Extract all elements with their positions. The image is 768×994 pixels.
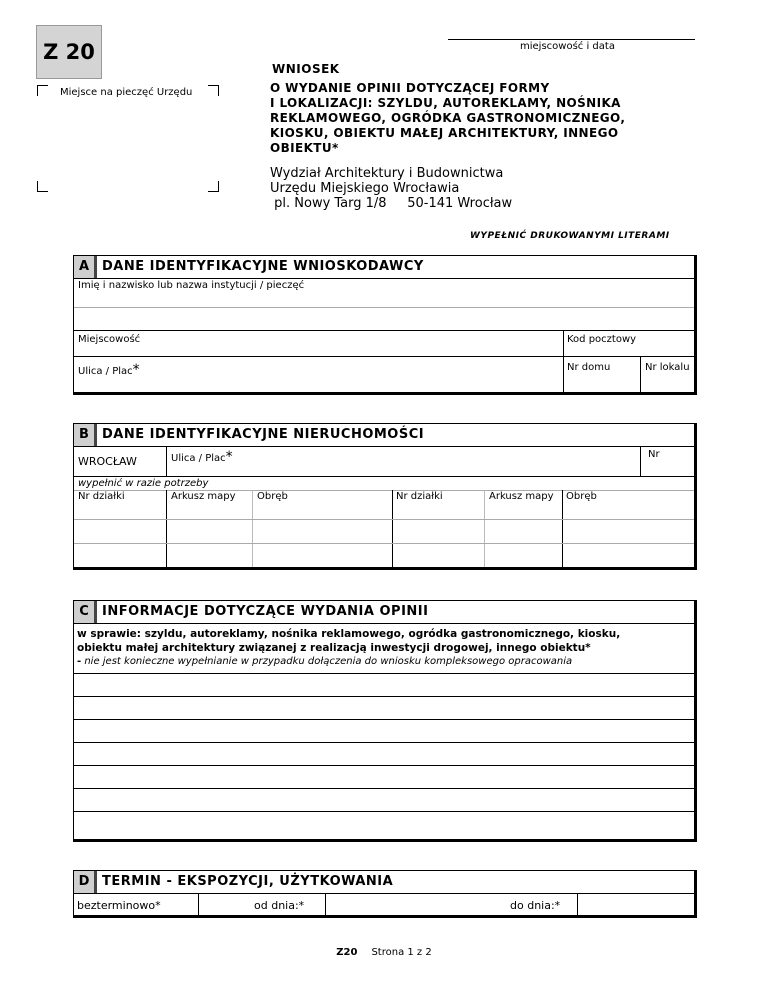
fill-notice: WYPEŁNIĆ DRUKOWANYMI LITERAMI xyxy=(470,231,670,241)
doc-title-line: O WYDANIE OPINII DOTYCZĄCEJ FORMY xyxy=(270,81,550,95)
city-value: WROCŁAW xyxy=(78,455,137,468)
section-c-header xyxy=(74,601,694,624)
office-address xyxy=(270,166,512,211)
applicant-name-field[interactable] xyxy=(74,278,694,330)
place-date-line[interactable] xyxy=(448,39,695,40)
subject-text xyxy=(77,627,620,655)
section-d-header xyxy=(74,871,694,894)
property-street-label: Ulica / Plac* xyxy=(171,449,233,465)
address-line: Urzędu Miejskiego Wrocławia xyxy=(270,181,460,196)
indefinite-label: bezterminowo* xyxy=(77,899,161,912)
section-letter: B xyxy=(74,424,97,446)
footer-code: Z20 xyxy=(336,947,358,958)
section-d xyxy=(73,870,697,918)
stamp-label: Miejsce na pieczęć Urzędu xyxy=(60,87,193,98)
doc-title-line: OBIEKTU* xyxy=(270,141,339,155)
to-date-field[interactable] xyxy=(578,893,692,915)
subject-line: obiektu małej architektury związanej z realizacją inwestycji drogowej, innego obiektu* xyxy=(77,642,591,654)
page-footer xyxy=(0,947,768,958)
applicant-name-label: Imię i nazwisko lub nazwa instytucji / pieczęć xyxy=(78,280,305,291)
fill-if-needed-hint: wypełnić w razie potrzeby xyxy=(78,478,209,489)
doc-title xyxy=(270,81,690,156)
section-title: DANE IDENTYFIKACYJNE NIERUCHOMOŚCI xyxy=(102,427,425,442)
address-line: Wydział Architektury i Budownictwa xyxy=(270,166,504,181)
column-header: Obręb xyxy=(566,491,597,502)
column-header: Arkusz mapy xyxy=(489,491,554,502)
street-label: Ulica / Plac* xyxy=(78,362,140,378)
optional-note: - nie jest konieczne wypełnianie w przypadku dołączenia do wniosku kompleksowego opracowania xyxy=(77,656,573,667)
section-b xyxy=(73,423,697,570)
section-title: DANE IDENTYFIKACYJNE WNIOSKODAWCY xyxy=(102,259,424,274)
section-title: INFORMACJE DOTYCZĄCE WYDANIA OPINII xyxy=(102,604,429,619)
section-letter: C xyxy=(74,601,97,623)
city-label: Miejscowość xyxy=(78,334,141,345)
description-lines[interactable] xyxy=(74,673,694,839)
house-number-label: Nr domu xyxy=(567,362,611,373)
indefinite-checkbox[interactable] xyxy=(198,893,234,915)
section-c xyxy=(73,600,697,842)
doc-title-line: REKLAMOWEGO, OGRÓDKA GASTRONOMICZNEGO, xyxy=(270,111,626,125)
to-date-label: do dnia:* xyxy=(510,899,561,912)
from-date-label: od dnia:* xyxy=(254,899,305,912)
place-date-label: miejscowość i data xyxy=(520,41,615,52)
column-header: Nr działki xyxy=(396,491,443,502)
page-number: Strona 1 z 2 xyxy=(371,947,432,958)
column-header: Nr działki xyxy=(78,491,125,502)
section-letter: A xyxy=(74,256,97,278)
property-nr-label: Nr xyxy=(648,449,660,460)
from-date-field[interactable] xyxy=(326,893,486,915)
section-a xyxy=(73,255,697,395)
column-header: Arkusz mapy xyxy=(171,491,236,502)
form-code-badge: Z 20 xyxy=(36,25,102,79)
subject-line: w sprawie: szyldu, autoreklamy, nośnika reklamowego, ogródka gastronomicznego, kiosku, xyxy=(77,628,621,640)
doc-type: WNIOSEK xyxy=(272,62,340,76)
section-b-header xyxy=(74,424,694,447)
section-title: TERMIN - EKSPOZYCJI, UŻYTKOWANIA xyxy=(102,874,394,889)
section-a-header xyxy=(74,256,694,279)
section-letter: D xyxy=(74,871,97,893)
postal-code-label: Kod pocztowy xyxy=(567,334,637,345)
address-line: pl. Nowy Targ 1/8 50-141 Wrocław xyxy=(270,196,513,211)
doc-title-line: KIOSKU, OBIEKTU MAŁEJ ARCHITEKTURY, INNEGO xyxy=(270,126,619,140)
doc-title-line: I LOKALIZACJI: SZYLDU, AUTOREKLAMY, NOŚNIKA xyxy=(270,96,621,110)
flat-number-label: Nr lokalu xyxy=(645,362,690,373)
parcel-rows[interactable] xyxy=(74,519,694,567)
column-header: Obręb xyxy=(257,491,288,502)
